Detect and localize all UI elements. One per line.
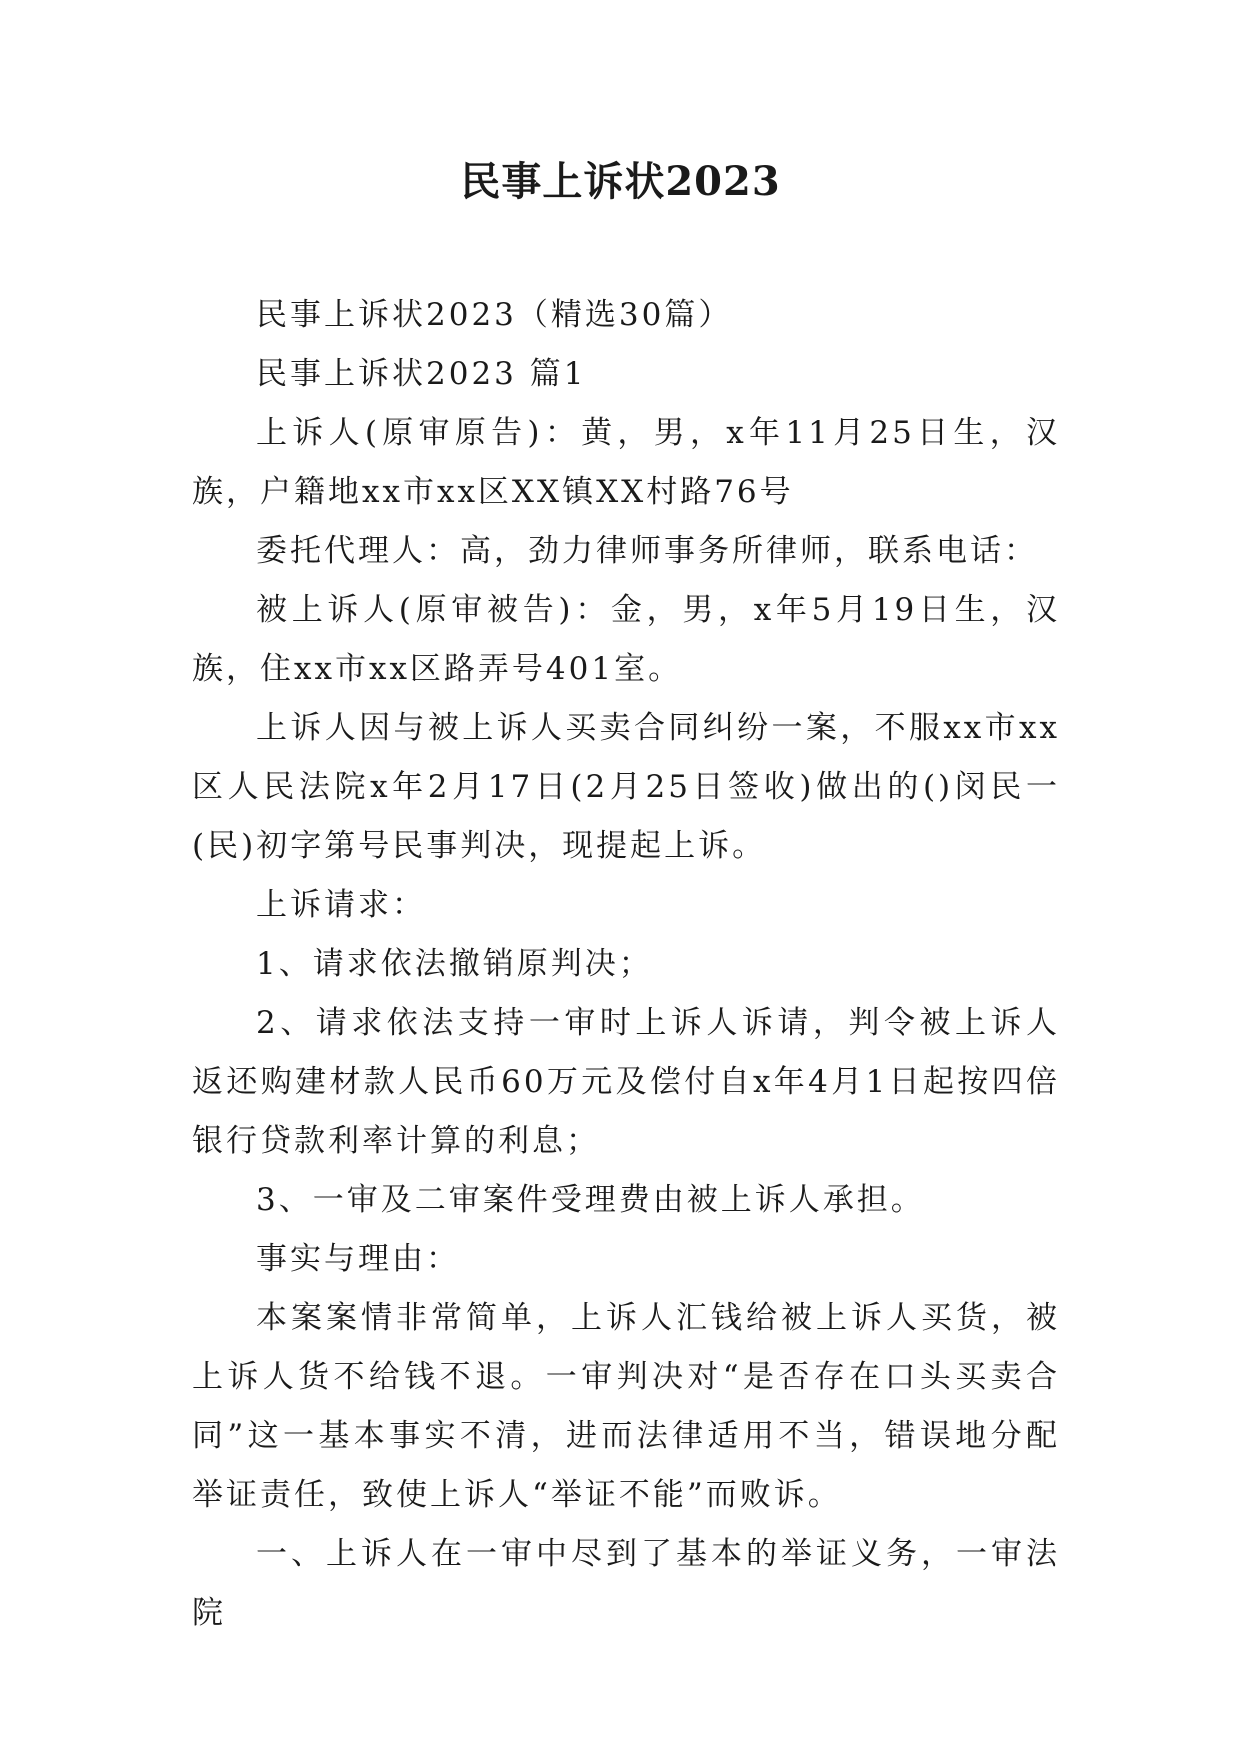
- paragraph-claim-3: 3、一审及二审案件受理费由被上诉人承担。: [256, 1182, 925, 1218]
- paragraph-heading-selection: 民事上诉状2023（精选30篇）: [256, 297, 733, 333]
- paragraph-facts-summary: 本案案情非常简单，上诉人汇钱给被上诉人买货，被上诉人货不给钱不退。一审判决对“是否存在口头买卖合同”这一基本事实不清，进而法律适用不当，错误地分配举证责任，致使上诉人“举证不能”而败诉。: [192, 1300, 1060, 1513]
- paragraph-heading-part-1: 民事上诉状2023 篇1: [256, 356, 587, 392]
- paragraph-appellant: 上诉人(原审原告)：黄，男，x年11月25日生，汉族，户籍地xx市xx区XX镇XX村路76号: [192, 415, 1060, 510]
- document-body: [192, 286, 1060, 1643]
- paragraph-claims-heading: 上诉请求：: [256, 887, 426, 923]
- paragraph-claim-1: 1、请求依法撤销原判决；: [256, 946, 653, 982]
- paragraph-appellee: 被上诉人(原审被告)：金，男，x年5月19日生，汉族，住xx市xx区路弄号401室。: [192, 592, 1060, 687]
- document-title: 民事上诉状2023: [460, 158, 781, 205]
- paragraph-facts-heading: 事实与理由：: [256, 1241, 460, 1277]
- paragraph-reason-1: 一、上诉人在一审中尽到了基本的举证义务，一审法院: [192, 1536, 1060, 1631]
- paragraph-case-intro: 上诉人因与被上诉人买卖合同纠纷一案，不服xx市xx区人民法院x年2月17日(2月25日签收)做出的()闵民一(民)初字第号民事判决，现提起上诉。: [192, 710, 1060, 864]
- paragraph-agent: 委托代理人：高，劲力律师事务所律师，联系电话：: [256, 533, 1038, 569]
- paragraph-claim-2: 2、请求依法支持一审时上诉人诉请，判令被上诉人返还购建材款人民币60万元及偿付自x年4月1日起按四倍银行贷款利率计算的利息；: [192, 1005, 1060, 1159]
